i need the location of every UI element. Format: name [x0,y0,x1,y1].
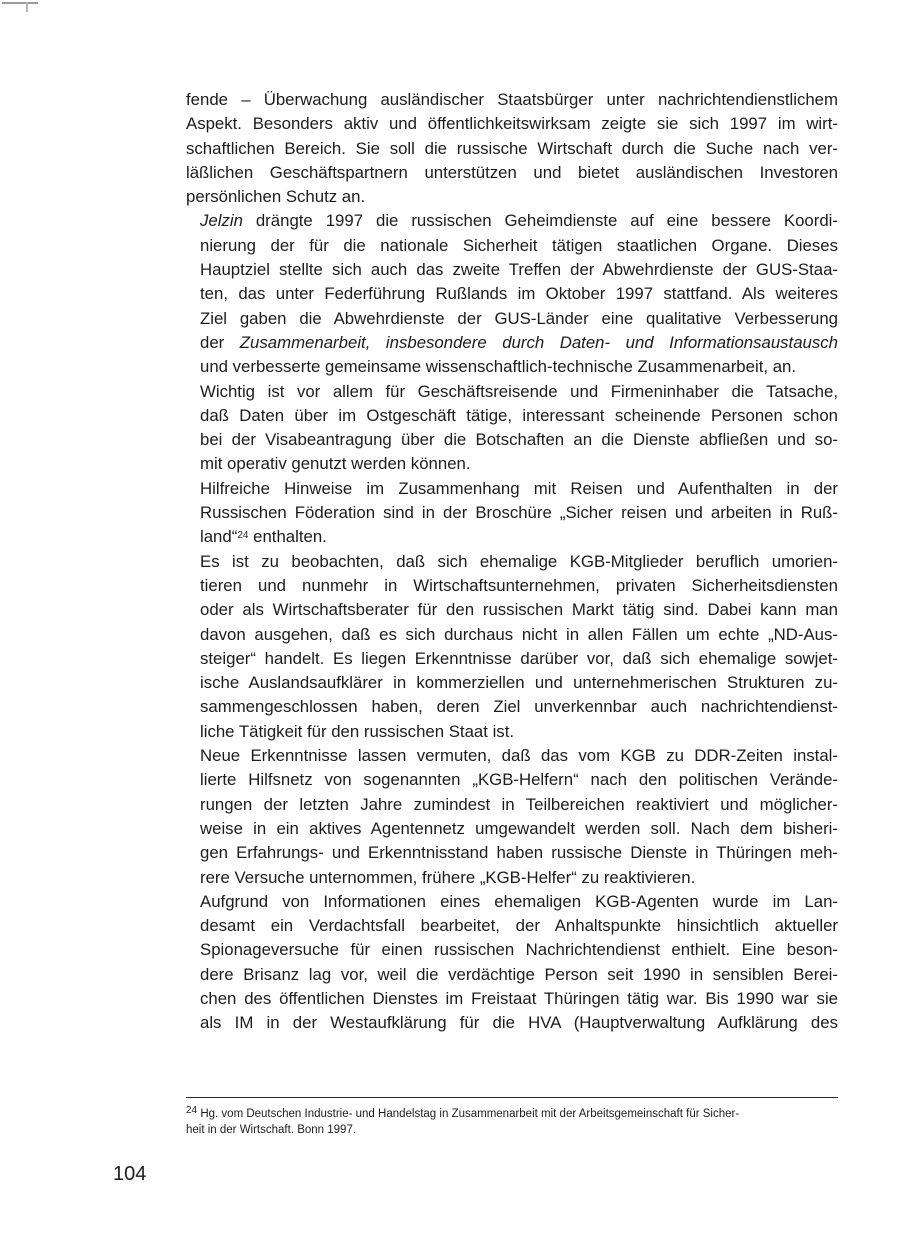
text-line: ische Auslandsaufklärer in kommerziellen und unternehmerischen Strukturen zu- [200,673,838,693]
page-number: 104 [113,1163,147,1185]
text-line: Hauptziel stellte sich auch das zweite Treffen der Abwehrdienste der GUS-Staa- [200,260,838,280]
text-line: Wichtig ist vor allem für Geschäftsreisende und Firmeninhaber die Tatsache, [200,381,838,401]
text-line: persönlichen Schutz an. [186,187,366,207]
text-line: desamt ein Verdachtsfall bearbeitet, der Anhaltspunkte hinsichtlich aktueller [200,916,838,936]
text-line: und verbesserte gemeinsame wissenschaftlich-technische Zusammenarbeit, an. [200,357,797,377]
paragraph [186,380,838,477]
text-line: Neue Erkenntnisse lassen vermuten, daß das vom KGB zu DDR-Zeiten instal- [200,746,838,766]
text-line: weise in ein aktives Agentennetz umgewandelt werden soll. Nach dem bisheri- [200,818,838,838]
text-line: liche Tätigkeit für den russischen Staat ist. [200,721,515,741]
italic-name-jelzin: Jelzin [200,211,243,231]
text-line-footnote-ref: land“$^{24}$ enthalten. [200,527,327,547]
footnote-marker: 24 [186,1105,198,1116]
paragraph [186,890,838,1036]
footnote-text: Hg. vom Deutschen Industrie- und Handelstag in Zusammenarbeit mit der Arbeitsgemeinschaft für Sicher- [200,1108,740,1120]
text-line: Es ist zu beobachten, daß sich ehemalige KGB-Mitglieder beruflich umorien- [200,551,838,571]
footnote-reference: 24 [237,530,249,542]
text-line: läßlichen Geschäftspartnern unterstützen und bietet ausländischen Investoren [186,162,838,182]
paragraph [186,88,838,209]
text-line: Aspekt. Besonders aktiv und öffentlichkeitswirksam zeigte sie sich 1997 im wirt- [186,114,838,134]
text-line: Hilfreiche Hinweise im Zusammenhang mit Reisen und Aufenthalten in der [200,478,838,498]
text-line: sammengeschlossen haben, deren Ziel unverkennbar auch nachrichtendienst- [200,697,838,717]
paragraph [186,477,838,550]
text-line: gen Erfahrungs- und Erkenntnisstand haben russische Dienste in Thüringen meh- [200,843,838,863]
footnote [186,1106,838,1138]
text-line: oder als Wirtschaftsberater für den russischen Markt tätig sind. Dabei kann man [200,600,838,620]
paragraph [186,209,838,379]
text-line: davon ausgehen, daß es sich durchaus nicht in allen Fällen um echte „ND-Aus- [200,624,838,644]
text-line: rungen der letzten Jahre zumindest in Teilbereichen reaktiviert und möglicher- [200,794,838,814]
paragraph [186,550,838,744]
text-line: fende – Überwachung ausländischer Staatsbürger unter nachrichtendienstlichem [186,90,838,109]
text-line-jelzin: Jelzin drängte 1997 die russischen Geheimdienste auf eine bessere Koordi- [200,211,838,231]
text-line: steiger“ handelt. Es liegen Erkenntnisse darüber vor, daß sich ehemalige sowjet- [200,648,838,668]
footnote-line: heit in der Wirtschaft. Bonn 1997. [186,1124,357,1136]
italic-phrase: Zusammenarbeit, insbesondere durch Daten- und Informationsaustausch [239,332,838,352]
text-line: mit operativ genutzt werden können. [200,454,471,474]
text-line: als IM in der Westaufklärung für die HVA (Hauptverwaltung Aufklärung des [200,1013,838,1033]
text-line: daß Daten über im Ostgeschäft tätige, interessant scheinende Personen schon [200,405,838,425]
text-line: lierte Hilfsnetz von sogenannten „KGB-Helfern“ nach den politischen Verände- [200,770,838,790]
text-line: bei der Visabeantragung über die Botschaften an die Dienste abfließen und so- [200,430,838,450]
text-line: chen des öffentlichen Dienstes im Freistaat Thüringen tätig war. Bis 1990 war sie [200,988,838,1008]
text-line-italic: der Zusammenarbeit, insbesondere durch Daten- und Informationsaustausch [200,332,838,352]
text-line: Spionageversuche für einen russischen Nachrichtendienst enthielt. Eine beson- [200,940,838,960]
text-line: Aufgrund von Informationen eines ehemaligen KGB-Agenten wurde im Lan- [200,891,838,911]
text-line: dere Brisanz lag vor, weil die verdächtige Person seit 1990 in sensiblen Berei- [200,964,838,984]
scan-edge-mark-vertical [26,2,28,12]
footnote-line [186,1106,838,1122]
footnote-separator [186,1097,838,1098]
scan-edge-mark [2,2,38,4]
text-line: tieren und nunmehr in Wirtschaftsunternehmen, privaten Sicherheitsdiensten [200,575,838,595]
body-text [186,88,838,1036]
text-line: ten, das unter Federführung Rußlands im Oktober 1997 stattfand. Als weiteres [200,284,838,304]
text-line: rere Versuche unternommen, frühere „KGB-Helfer“ zu reaktivieren. [200,867,696,887]
text-line: schaftlichen Bereich. Sie soll die russische Wirtschaft durch die Suche nach ver- [186,138,838,158]
text-line: nierung der für die nationale Sicherheit tätigen staatlichen Organe. Dieses [200,235,838,255]
text-line: Ziel gaben die Abwehrdienste der GUS-Länder eine qualitative Verbesserung [200,308,838,328]
text-line: Russischen Föderation sind in der Broschüre „Sicher reisen und arbeiten in Ruß- [200,503,838,523]
paragraph [186,744,838,890]
